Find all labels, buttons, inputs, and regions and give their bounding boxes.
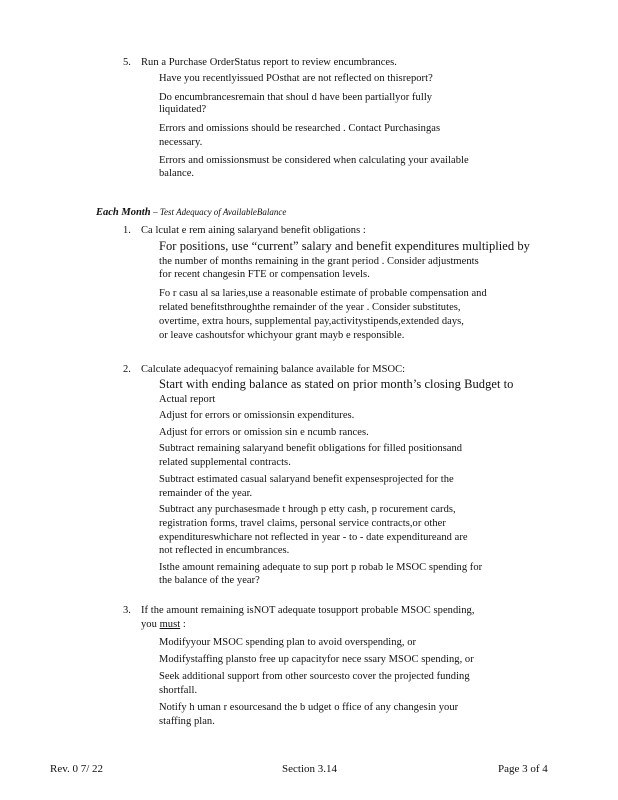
section-heading-bold: Each Month xyxy=(96,207,151,218)
item-1-bullet-1-line-2: the number of months remaining in the grant period . Consider adjustments xyxy=(159,256,479,267)
item-2-bullet-1-line-2: Actual report xyxy=(159,394,216,405)
item-3-bullet-4-line-2: staffing plan. xyxy=(159,716,215,727)
item-3-line-2 xyxy=(141,618,186,631)
item-2-bullet-7-line-1: Isthe amount remaining adequate to sup port p robab le MSOC spending for xyxy=(159,562,483,573)
item-3-bullet-2: Modifystaffing plansto free up capacityfor nece ssary MSOC spending, or xyxy=(159,654,474,665)
item-2-bullet-3: Adjust for errors or omission sin e ncumb rances. xyxy=(159,427,369,438)
item-1-bullet-2-line-4: or leave cashoutsfor whichyour grant mayb e responsible. xyxy=(159,330,405,341)
item-2-number: 2. xyxy=(123,364,131,375)
item-1-bullet-1-line-3: for recent changesin FTE or compensation levels. xyxy=(159,269,370,280)
footer-page-number: Page 3 of 4 xyxy=(498,763,548,775)
item-3-must: must xyxy=(159,619,181,630)
item-1-number: 1. xyxy=(123,225,131,236)
item-5-bullet-1: Have you recentlyissued POsthat are not reflected on thisreport? xyxy=(159,73,433,84)
footer-revision: Rev. 0 7/ 22 xyxy=(50,763,104,775)
item-2-bullet-6-line-2: registration forms, travel claims, personal service contracts,or other xyxy=(159,518,446,529)
item-2-bullet-5-line-2: remainder of the year. xyxy=(159,488,253,499)
footer-section: Section 3.14 xyxy=(282,763,337,775)
item-3-number: 3. xyxy=(123,605,131,616)
item-2-bullet-6-line-4: not reflected in encumbrances. xyxy=(159,545,290,556)
item-1-bullet-2-line-1: Fo r casu al sa laries,use a reasonable estimate of probable compensation and xyxy=(159,288,487,299)
item-3-bullet-4-line-1: Notify h uman r esourcesand the b udget o ffice of any changesin your xyxy=(159,702,459,713)
item-2-bullet-2: Adjust for errors or omissionsin expenditures. xyxy=(159,410,355,421)
item-5-bullet-3-line-2: necessary. xyxy=(159,137,203,148)
item-1-text: Ca lculat e rem aining salaryand benefit obligations : xyxy=(141,225,366,236)
item-5-bullet-3-line-1: Errors and omissions should be researched . Contact Purchasingas xyxy=(159,123,441,134)
item-2-bullet-6-line-1: Subtract any purchasesmade t hrough p etty cash, p rocurement cards, xyxy=(159,504,456,515)
item-2-bullet-7-line-2: the balance of the year? xyxy=(159,575,260,586)
item-3-bullet-1: Modifyyour MSOC spending plan to avoid overspending, or xyxy=(159,637,417,648)
item-2-bullet-1-lead: Start with ending balance as stated on prior month’s closing Budget to xyxy=(159,377,514,391)
item-5-bullet-2-line-2: liquidated? xyxy=(159,104,207,115)
item-3-line-2-pre: you xyxy=(141,619,160,630)
item-2-bullet-4-line-1: Subtract remaining salaryand benefit obligations for filled positionsand xyxy=(159,443,463,454)
item-5-bullet-4-line-1: Errors and omissionsmust be considered when calculating your available xyxy=(159,155,469,166)
item-1-bullet-2-line-3: overtime, extra hours, supplemental pay,activitystipends,extended days, xyxy=(159,316,464,327)
item-5-bullet-4-line-2: balance. xyxy=(159,168,195,179)
item-2-bullet-5-line-1: Subtract estimated casual salaryand benefit expensesprojected for the xyxy=(159,474,454,485)
item-5-number: 5. xyxy=(123,57,131,68)
item-5-bullet-2-line-1: Do encumbrancesremain that shoul d have been partiallyor fully xyxy=(159,92,433,103)
item-3-line-1: If the amount remaining isNOT adequate tosupport probable MSOC spending, xyxy=(141,605,475,616)
item-5-text: Run a Purchase OrderStatus report to review encumbrances. xyxy=(141,57,397,68)
item-1-bullet-1-lead: For positions, use “current” salary and benefit expenditures multiplied by xyxy=(159,239,530,253)
item-1-bullet-2-line-2: related benefitsthroughthe remainder of the year . Consider substitutes, xyxy=(159,302,461,313)
section-heading-rest: – Test Adequacy of AvailableBalance xyxy=(153,207,287,217)
item-2-bullet-4-line-2: related supplemental contracts. xyxy=(159,457,291,468)
item-3-bullet-3-line-1: Seek additional support from other sourcesto cover the projected funding xyxy=(159,671,470,682)
item-3-bullet-3-line-2: shortfall. xyxy=(159,685,198,696)
section-heading xyxy=(96,207,286,218)
item-3-line-2-post: : xyxy=(180,619,186,630)
item-2-text: Calculate adequacyof remaining balance available for MSOC: xyxy=(141,364,406,375)
item-2-bullet-6-line-3: expenditureswhichare not reflected in year - to - date expenditureand are xyxy=(159,532,468,543)
